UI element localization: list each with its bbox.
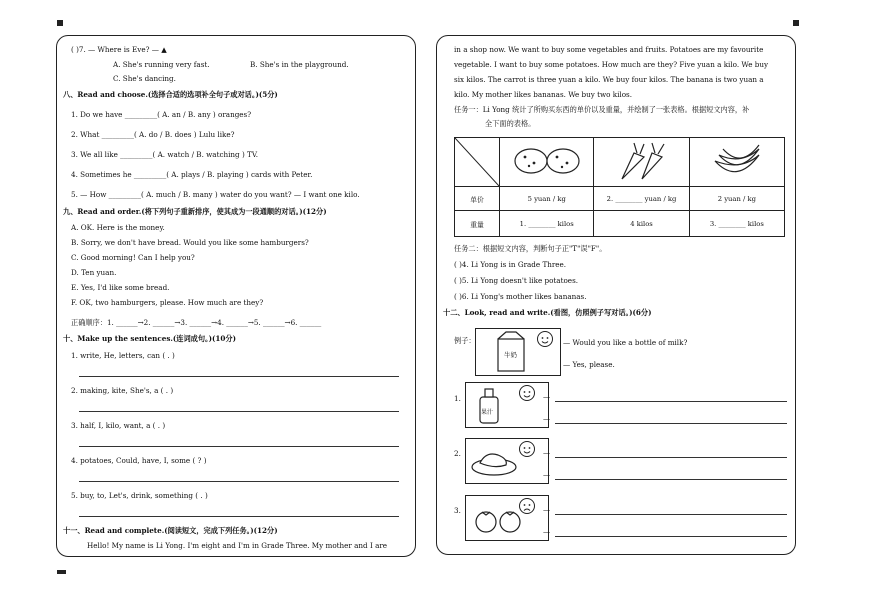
dash: — xyxy=(543,392,551,401)
chicken-dish-icon xyxy=(466,439,551,483)
milk-label: 牛奶 xyxy=(504,351,517,359)
write-line[interactable] xyxy=(555,514,787,515)
sec10-item: 2. making, kite, She's, a ( . ) xyxy=(71,386,174,395)
answer-line[interactable] xyxy=(79,376,399,377)
dash: — xyxy=(543,505,551,514)
example-question: — Would you like a bottle of milk? xyxy=(563,338,688,347)
corner-mark xyxy=(57,20,63,26)
q7-stem: ( )7. — Where is Eve? — ▲ xyxy=(71,45,167,54)
judge-item: ( )5. Li Yong doesn't like potatoes. xyxy=(454,276,579,285)
corner-mark xyxy=(57,570,66,574)
sec10-item: 5. buy, to, Let's, drink, something ( . ) xyxy=(71,491,208,500)
sec10-item: 3. half, I, kilo, want, a ( . ) xyxy=(71,421,166,430)
sec8-item: 1. Do we have _________( A. an / B. any ) oranges? xyxy=(71,110,252,119)
diagonal-line xyxy=(455,138,499,186)
price-cell: 5 yuan / kg xyxy=(500,187,594,211)
item-number: 1. xyxy=(454,394,461,403)
item-number: 3. xyxy=(454,506,461,515)
section-11-title: 十一、Read and complete.(阅读短文，完成下列任务。)(12分) xyxy=(63,526,278,535)
sec9-item: C. Good morning! Can I help you? xyxy=(71,253,195,262)
q7-option-a: A. She's running very fast. xyxy=(113,60,210,69)
juice-bottle-icon xyxy=(466,383,551,427)
passage-line: kilo. My mother likes bananas. We buy two kilos. xyxy=(454,90,633,99)
weight-cell: 4 kilos xyxy=(594,211,689,237)
dash: — xyxy=(543,470,551,479)
dash: — xyxy=(543,414,551,423)
sad-face-icon xyxy=(519,498,535,514)
picture-box-3 xyxy=(465,495,549,541)
sec8-item: 3. We all like _________( A. watch / B. watching ) TV. xyxy=(71,150,259,159)
q7-option-c: C. She's dancing. xyxy=(113,74,176,83)
answer-line[interactable] xyxy=(79,481,399,482)
carrot-icon xyxy=(602,141,682,181)
section-8-title: 八、Read and choose.(选择合适的选项补全句子或对话。)(5分) xyxy=(63,90,278,99)
picture-box-1 xyxy=(465,382,549,428)
corner-mark xyxy=(793,20,799,26)
task1-instruction: 全下面的表格。 xyxy=(485,119,536,128)
row-label-price: 单价 xyxy=(455,187,500,211)
write-line[interactable] xyxy=(555,536,787,537)
tomato-icon xyxy=(466,496,551,540)
answer-line[interactable] xyxy=(79,411,399,412)
passage-line: in a shop now. We want to buy some vegetables and fruits. Potatoes are my favourite xyxy=(454,45,764,54)
left-panel xyxy=(56,35,416,557)
write-line[interactable] xyxy=(555,423,787,424)
sec9-item: B. Sorry, we don't have bread. Would you like some hamburgers? xyxy=(71,238,309,247)
diagonal-header-cell xyxy=(455,138,500,187)
q7-option-b: B. She's in the playground. xyxy=(250,60,349,69)
passage-line: six kilos. The carrot is three yuan a kilo. We buy four kilos. The banana is two yuan a xyxy=(454,75,764,84)
write-line[interactable] xyxy=(555,457,787,458)
section-10-title: 十、Make up the sentences.(连词成句。)(10分) xyxy=(63,334,237,343)
sec9-item: D. Ten yuan. xyxy=(71,268,117,277)
price-weight-table xyxy=(454,137,785,237)
potato-icon xyxy=(507,143,587,179)
juice-label: 果汁 xyxy=(481,409,494,416)
sec8-item: 5. — How _________( A. much / B. many ) water do you want? — I want one kilo. xyxy=(71,190,360,199)
sec8-item: 4. Sometimes he _________( A. plays / B. playing ) cards with Peter. xyxy=(71,170,313,179)
judge-item: ( )4. Li Yong is in Grade Three. xyxy=(454,260,567,269)
order-answer-line: 正确顺序：1. ______→2. ______→3. ______→4. ______→5. ______→6. ______ xyxy=(71,318,322,327)
bananas-picture xyxy=(689,138,784,187)
weight-cell[interactable]: 1. ________ kilos xyxy=(500,211,594,237)
answer-line[interactable] xyxy=(79,446,399,447)
sec10-item: 4. potatoes, Could, have, I, some ( ? ) xyxy=(71,456,207,465)
section-12-title: 十二、Look, read and write.(看图，仿照例子写对话。)(6分) xyxy=(443,308,652,317)
dash: — xyxy=(543,448,551,457)
right-panel xyxy=(436,35,796,555)
example-answer: — Yes, please. xyxy=(563,360,615,369)
passage-line: vegetable. I want to buy some potatoes. How much are they? Five yuan a kilo. We buy xyxy=(454,60,769,69)
sec9-item: F. OK, two hamburgers, please. How much are they? xyxy=(71,298,264,307)
write-line[interactable] xyxy=(555,401,787,402)
smile-face-icon xyxy=(519,385,535,401)
answer-line[interactable] xyxy=(79,516,399,517)
price-cell: 2 yuan / kg xyxy=(689,187,784,211)
example-label: 例子： xyxy=(454,336,476,345)
write-line[interactable] xyxy=(555,479,787,480)
task1-instruction: 任务一：Li Yong 统计了所购买东西的单价以及重量，并绘制了一张表格。根据短文内容，补 xyxy=(454,105,750,114)
item-number: 2. xyxy=(454,449,461,458)
sec8-item: 2. What _________( A. do / B. does ) Lulu like? xyxy=(71,130,235,139)
smile-face-icon xyxy=(537,331,553,347)
sec9-item: A. OK. Here is the money. xyxy=(71,223,165,232)
price-cell[interactable]: 2. ________ yuan / kg xyxy=(594,187,689,211)
sec9-item: E. Yes, I'd like some bread. xyxy=(71,283,170,292)
dash: — xyxy=(543,527,551,536)
sec10-item: 1. write, He, letters, can ( . ) xyxy=(71,351,175,360)
carrots-picture xyxy=(594,138,689,187)
task2-instruction: 任务二：根据短文内容，判断句子正"T"误"F"。 xyxy=(454,244,607,253)
potatoes-picture xyxy=(500,138,594,187)
picture-box-2 xyxy=(465,438,549,484)
banana-icon xyxy=(697,141,777,181)
weight-cell[interactable]: 3. ________ kilos xyxy=(689,211,784,237)
passage-line: Hello! My name is Li Yong. I'm eight and I'm in Grade Three. My mother and I are xyxy=(87,541,388,550)
row-label-weight: 重量 xyxy=(455,211,500,237)
smile-face-icon xyxy=(519,441,535,457)
section-9-title: 九、Read and order.(将下列句子重新排序，使其成为一段通顺的对话。)(12分) xyxy=(63,207,327,216)
judge-item: ( )6. Li Yong's mother likes bananas. xyxy=(454,292,587,301)
